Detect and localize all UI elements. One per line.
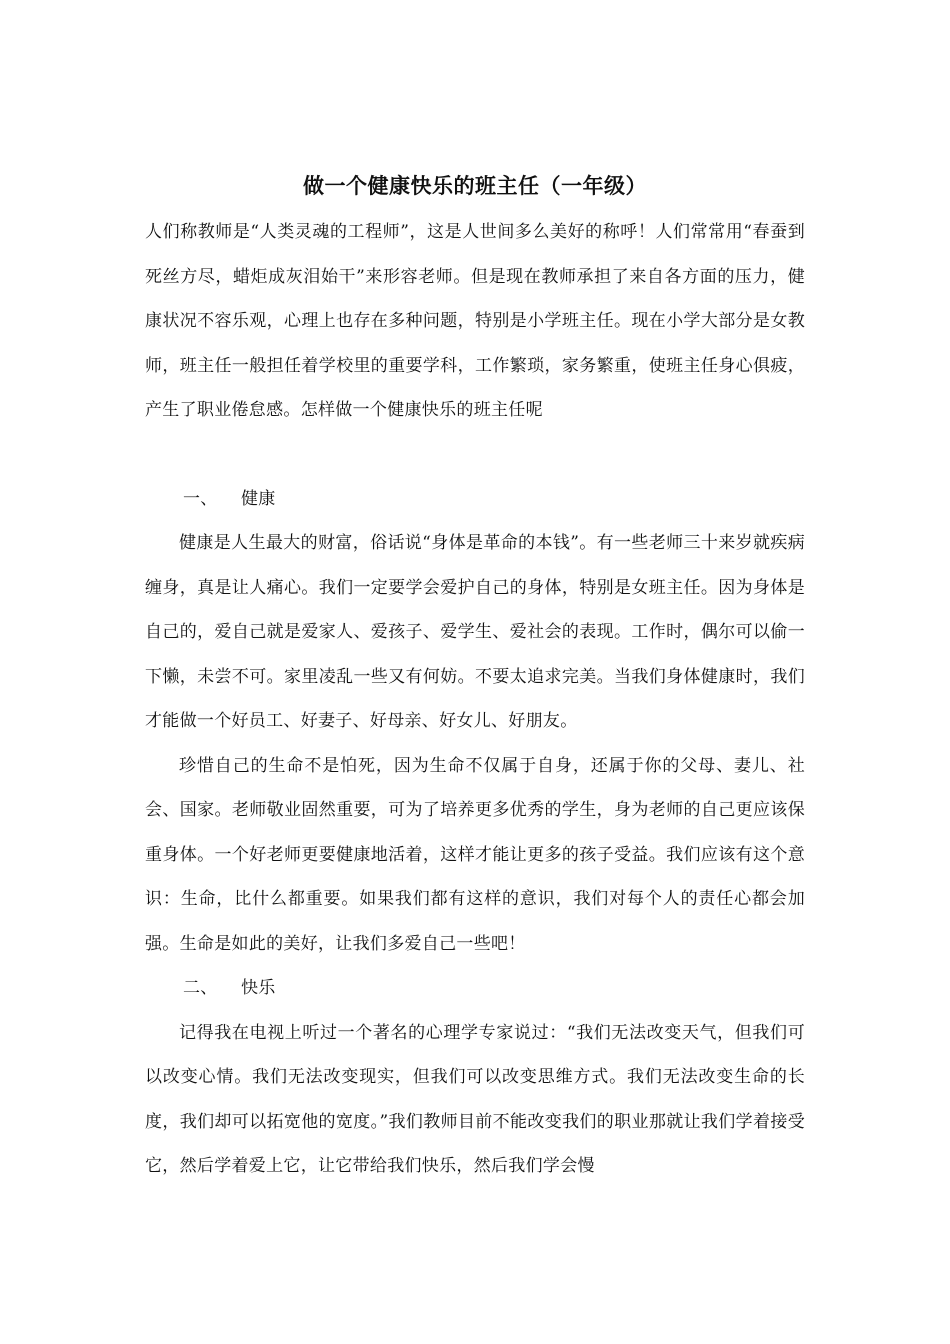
document-page: [145, 168, 805, 1189]
document-title: 做一个健康快乐的班主任（一年级）: [303, 173, 647, 198]
intro-paragraph: 人们称教师是“人类灵魂的工程师”，这是人世间多么美好的称呼！人们常常用“春蚕到死丝方尽，蜡炬成灰泪始干”来形容老师。但是现在教师承担了来自各方面的压力，健康状况不容乐观，心理上也存在多种问题，特别是小学班主任。现在小学大部分是女教师，班主任一般担任着学校里的重要学科，工作繁琐，家务繁重，使班主任身心俱疲，产生了职业倦怠感。怎样做一个健康快乐的班主任呢: [145, 222, 805, 420]
blank-line: [145, 433, 805, 477]
section-number: 一、: [183, 488, 218, 509]
section-heading-health: [145, 477, 805, 522]
section-title: 快乐: [241, 978, 276, 998]
body-paragraph: 记得我在电视上听过一个著名的心理学专家说过：“我们无法改变天气，但我们可以改变心情。我们无法改变现实，但我们可以改变思维方式。我们无法改变生命的长度，我们却可以拓宽他的宽度。”我们教师目前不能改变我们的职业那就让我们学着接受它，然后学着爱上它，让它带给我们快乐，然后我们学会慢: [145, 1022, 805, 1176]
body-paragraph: 珍惜自己的生命不是怕死，因为生命不仅属于自身，还属于你的父母、妻儿、社会、国家。老师敬业固然重要，可为了培养更多优秀的学生，身为老师的自己更应该保重身体。一个好老师更要健康地活着，这样才能让更多的孩子受益。我们应该有这个意识：生命，比什么都重要。如果我们都有这样的意识，我们对每个人的责任心都会加强。生命是如此的美好，让我们多爱自己一些吧！: [145, 755, 805, 954]
section-heading-happiness: [145, 966, 805, 1011]
body-paragraph: 健康是人生最大的财富，俗话说“身体是革命的本钱”。有一些老师三十来岁就疾病缠身，真是让人痛心。我们一定要学会爱护自己的身体，特别是女班主任。因为身体是自己的，爱自己就是爱家人、爱孩子、爱学生、爱社会的表现。工作时，偶尔可以偷一下懒，未尝不可。家里凌乱一些又有何妨。不要太追求完美。当我们身体健康时，我们才能做一个好员工、好妻子、好母亲、好女儿、好朋友。: [145, 533, 805, 731]
section-number: 二、: [183, 978, 218, 998]
section-title: 健康: [241, 488, 276, 509]
